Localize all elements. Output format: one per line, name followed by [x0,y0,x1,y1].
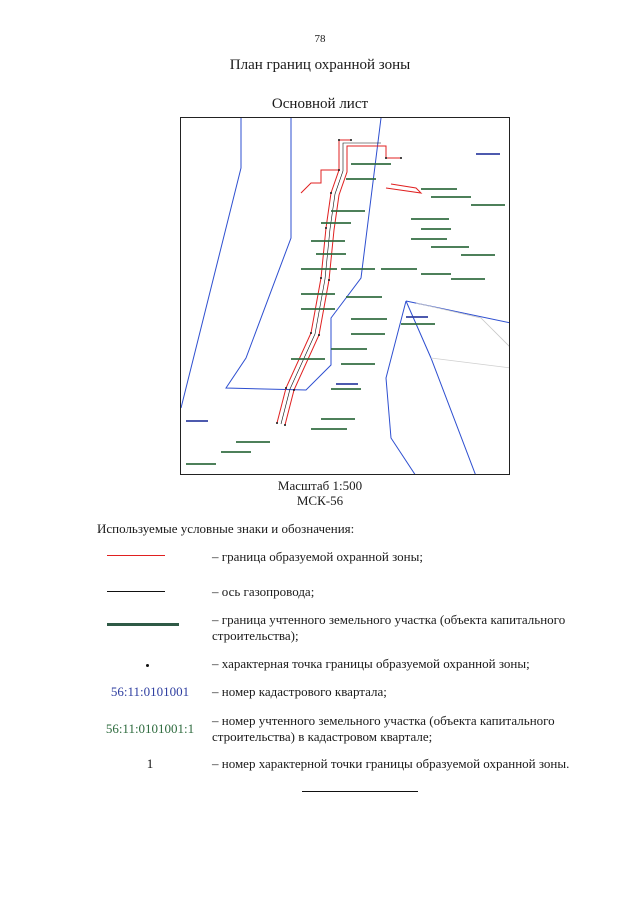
protection-zone-west [277,140,351,423]
protection-zone-east-branch [386,184,421,193]
legend-symbol [85,756,205,790]
legend-symbol [85,612,205,646]
legend-item-parcel-boundary [0,612,640,646]
map-drawing [181,118,510,475]
legend-item-protection-zone [0,549,640,583]
bottom-divider [302,791,418,792]
scale-label: Масштаб 1:500 [277,478,363,493]
legend-symbol [85,549,205,583]
page-title: План границ охранной зоны [229,57,411,73]
quarter-boundary-east [386,301,416,475]
legend-item-parcel-number [0,713,640,747]
legend-text: – характерная точка границы образуемой охранной зоны; [212,656,530,671]
legend-text: – ось газопровода; [212,584,315,599]
parcel-boundary-faint-2 [431,358,510,368]
legend-text: – граница образуемой охранной зоны; [212,549,423,564]
map-frame [180,117,510,475]
red-line-icon [107,555,165,556]
black-line-icon [107,591,165,592]
point-number-sample: 1 [146,756,154,771]
legend-symbol [85,713,205,747]
pipeline-axis [281,143,381,424]
quarter-boundary-west [181,118,241,408]
green-line-icon [107,623,179,626]
legend-heading: Используемые условные знаки и обозначения: [97,521,355,536]
cadastral-annotations [186,153,505,465]
page-number: 78 [314,33,326,45]
legend-text: – номер характерной точки границы образуемой охранной зоны. [212,756,570,771]
scale-block [0,478,640,508]
sheet-subtitle: Основной лист [271,96,369,112]
quarter-code-sample: 56:11:0101001 [110,684,190,699]
coordinate-system-label: МСК-56 [296,493,344,508]
quarter-boundary-ridge [406,301,476,475]
legend-text: – граница учтенного земельного участка (объекта капитального строительства); [212,612,566,643]
legend-text: – номер учтенного земельного участка (объекта капитального строительства) в кадастровом квартале; [212,713,555,744]
parcel-boundary-faint [416,303,510,348]
legend-text: – номер кадастрового квартала; [212,684,387,699]
parcel-code-sample: 56:11:0101001:1 [105,721,195,736]
dot-icon [146,664,149,667]
legend-item-point-number [0,756,640,790]
protection-zone-north-branch [301,170,339,193]
